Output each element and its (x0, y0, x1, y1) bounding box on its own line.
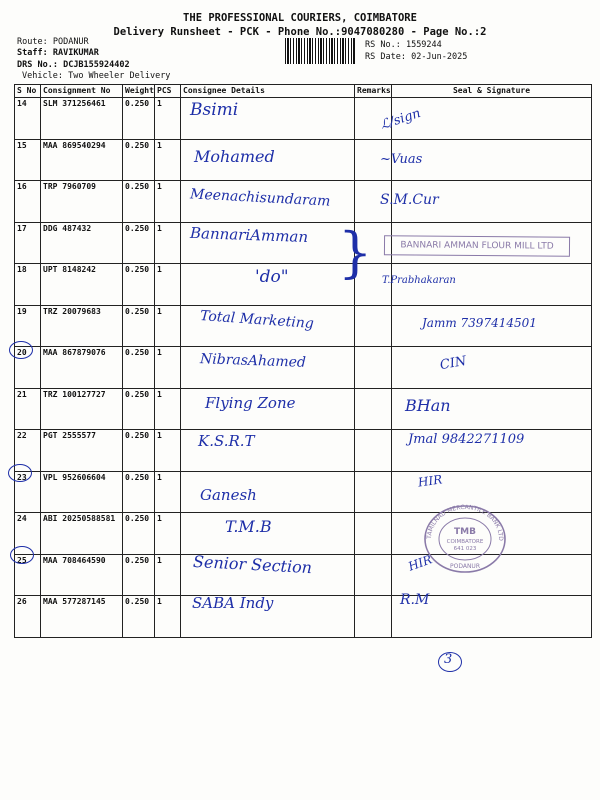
sno: 14 (15, 98, 41, 140)
consignee-handwriting: NibrasAhamed (199, 351, 307, 371)
sno: 25 (15, 554, 41, 596)
pcs: 1 (155, 222, 181, 264)
remarks-cell (355, 305, 392, 347)
weight: 0.250 (123, 305, 155, 347)
signature: R.M (400, 592, 430, 608)
consignee-handwriting: Flying Zone (205, 394, 296, 412)
consignee-handwriting: SABA Indy (192, 594, 274, 612)
seal-branch: PODANUR (449, 563, 481, 570)
weight: 0.250 (123, 596, 155, 638)
weight: 0.250 (123, 222, 155, 264)
consignment-no: MAA 577287145 (41, 596, 123, 638)
drs-value: DCJB155924402 (63, 60, 130, 70)
signature: Jmal 9842271109 (408, 432, 525, 447)
seal-city: COIMBATORE (446, 539, 484, 545)
col-seal-signature: Seal & Signature (392, 85, 592, 98)
col-sno: S No (15, 85, 41, 98)
weight: 0.250 (123, 554, 155, 596)
consignee-handwriting: Total Marketing (199, 308, 315, 332)
col-weight: Weight (123, 85, 155, 98)
consignee-handwriting: T.M.B (225, 517, 272, 536)
pcs: 1 (155, 347, 181, 389)
staff-label: Staff: (17, 48, 48, 58)
staff-line (17, 48, 99, 58)
staff-value: RAVIKUMAR (52, 48, 99, 58)
remarks-cell (355, 554, 392, 596)
remarks-cell (355, 596, 392, 638)
table-row (15, 98, 592, 140)
consignee-handwriting: Bsimi (190, 100, 239, 120)
pcs: 1 (155, 305, 181, 347)
weight: 0.250 (123, 347, 155, 389)
drs-line (17, 60, 130, 70)
consignment-no: DDG 487432 (41, 222, 123, 264)
sno: 24 (15, 513, 41, 555)
rs-date-value: 02-Jun-2025 (411, 52, 468, 62)
consignee-handwriting: 'do" (255, 267, 289, 287)
remarks-cell (355, 513, 392, 555)
col-consignee: Consignee Details (181, 85, 355, 98)
consignment-no: MAA 708464590 (41, 554, 123, 596)
consignment-no: SLM 371256461 (41, 98, 123, 140)
seal-tmb: TMB (454, 527, 476, 537)
route-line (17, 37, 89, 47)
consignment-no: MAA 867879076 (41, 347, 123, 389)
remarks-cell (355, 471, 392, 513)
consignee-handwriting: Meenachisundaram (189, 186, 331, 210)
seal-bank-name: TAMILNAD MERCANTILE BANK LTD (425, 503, 505, 541)
consignment-no: UPT 8148242 (41, 264, 123, 306)
weight: 0.250 (123, 388, 155, 430)
sno: 26 (15, 596, 41, 638)
signature: ~Vuas (380, 152, 423, 167)
rs-no-line (365, 40, 442, 50)
table-row (15, 139, 592, 181)
consignee-handwriting: Senior Section (192, 551, 313, 578)
pcs: 1 (155, 554, 181, 596)
circle-mark (10, 546, 34, 564)
tmb-bank-seal (421, 503, 509, 575)
sno: 21 (15, 388, 41, 430)
vehicle-line (22, 71, 170, 81)
weight: 0.250 (123, 471, 155, 513)
signature: CIN (438, 353, 468, 374)
consignment-no: MAA 869540294 (41, 139, 123, 181)
runsheet-subtitle: Delivery Runsheet - PCK - Phone No.:9047080280 - Page No.:2 (113, 26, 487, 38)
weight: 0.250 (123, 98, 155, 140)
sno: 19 (15, 305, 41, 347)
signature: S.M.Cur (380, 192, 439, 208)
col-pcs: PCS (155, 85, 181, 98)
weight: 0.250 (123, 139, 155, 181)
pcs: 1 (155, 181, 181, 223)
pcs: 1 (155, 596, 181, 638)
consignee-handwriting: BannariAmman (189, 223, 309, 247)
route-value: PODANUR (52, 37, 89, 47)
page-mark: 3 (444, 652, 453, 667)
remarks-cell (355, 388, 392, 430)
rs-date-label: RS Date: (365, 52, 406, 62)
vehicle-label: Vehicle: (22, 71, 63, 81)
pcs: 1 (155, 388, 181, 430)
rs-no-label: RS No.: (365, 40, 401, 50)
pcs: 1 (155, 430, 181, 472)
table-row (15, 388, 592, 430)
weight: 0.250 (123, 513, 155, 555)
weight: 0.250 (123, 264, 155, 306)
sno: 23 (15, 471, 41, 513)
pcs: 1 (155, 471, 181, 513)
sno: 20 (15, 347, 41, 389)
brace-mark: } (338, 221, 373, 284)
weight: 0.250 (123, 181, 155, 223)
remarks-cell (355, 347, 392, 389)
rs-no-value: 1559244 (405, 40, 442, 50)
consignee-handwriting: Ganesh (200, 486, 257, 504)
signature: HIR (406, 552, 434, 574)
seal-code: 641 023 (453, 546, 477, 552)
drs-label: DRS No.: (17, 60, 58, 70)
col-remarks: Remarks (355, 85, 392, 98)
sno: 16 (15, 181, 41, 223)
bannari-amman-stamp: BANNARI AMMAN FLOUR MILL LTD (384, 235, 570, 257)
consignment-no: ABI 20250588581 (41, 513, 123, 555)
weight: 0.250 (123, 430, 155, 472)
pcs: 1 (155, 264, 181, 306)
barcode (285, 38, 355, 64)
signature: HIR (417, 472, 444, 490)
sno: 18 (15, 264, 41, 306)
circle-mark (8, 464, 32, 482)
company-title: THE PROFESSIONAL COURIERS, COIMBATORE (183, 12, 417, 24)
sno: 22 (15, 430, 41, 472)
col-consignment: Consignment No (41, 85, 123, 98)
signature: T.Prabhakaran (382, 275, 456, 286)
signature-cell (392, 347, 592, 389)
table-row (15, 264, 592, 306)
table-header-row (15, 85, 592, 98)
circle-mark (9, 341, 33, 359)
rs-date-line (365, 52, 467, 62)
consignee-handwriting: K.S.R.T (198, 432, 255, 450)
remarks-cell (355, 430, 392, 472)
signature: BHan (405, 396, 451, 415)
route-label: Route: (17, 37, 48, 47)
consignment-no: TRZ 100127727 (41, 388, 123, 430)
signature: Jamm 7397414501 (422, 316, 537, 330)
consignment-no: TRP 7960709 (41, 181, 123, 223)
consignment-no: VPL 952606604 (41, 471, 123, 513)
sno: 15 (15, 139, 41, 181)
pcs: 1 (155, 513, 181, 555)
consignment-no: PGT 2555577 (41, 430, 123, 472)
pcs: 1 (155, 98, 181, 140)
consignment-no: TRZ 20079683 (41, 305, 123, 347)
vehicle-value: Two Wheeler Delivery (68, 71, 171, 81)
table-row (15, 596, 592, 638)
sno: 17 (15, 222, 41, 264)
signature: ℒ∕sign (378, 105, 423, 134)
consignee-handwriting: Mohamed (194, 147, 275, 166)
pcs: 1 (155, 139, 181, 181)
